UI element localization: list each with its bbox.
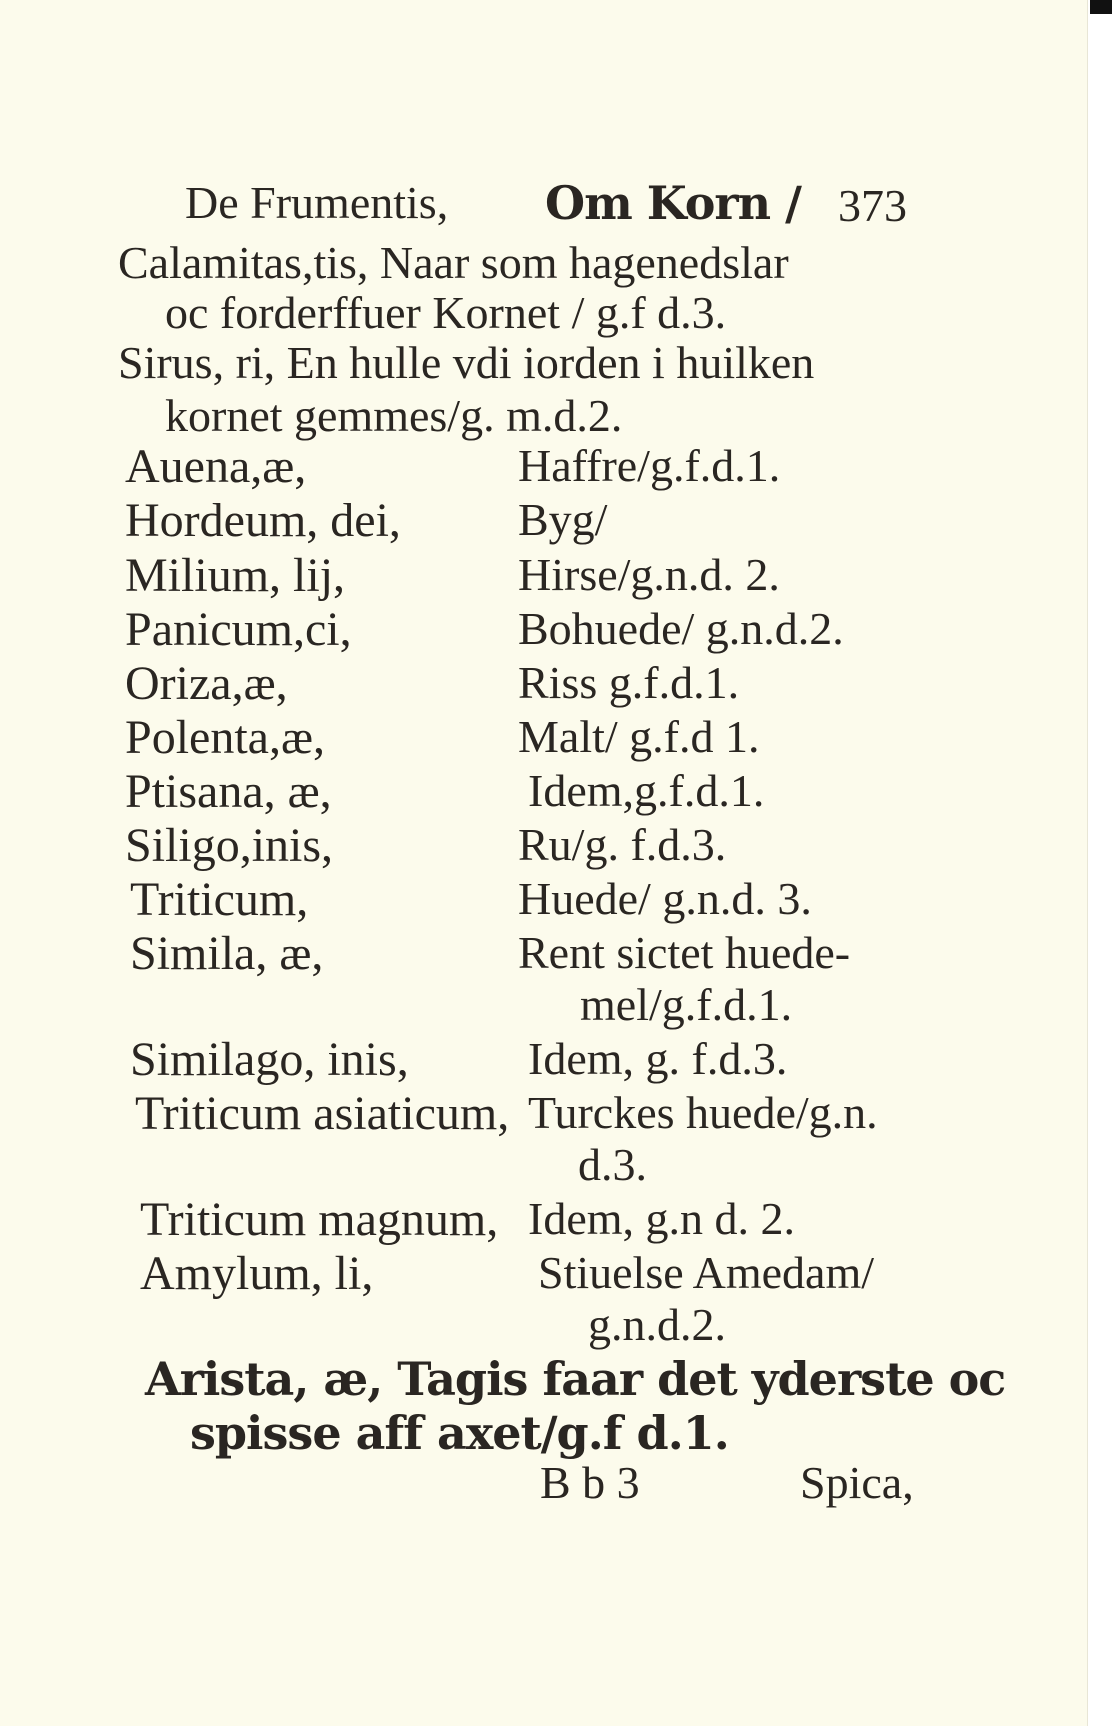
entry-danish-continued: d.3.: [578, 1139, 647, 1190]
entry-danish: Byg/: [518, 494, 608, 545]
entry-latin: Triticum magnum,: [140, 1193, 499, 1246]
entry-latin: Oriza,æ,: [125, 657, 288, 710]
entry-danish: Stiuelse Amedam/: [538, 1247, 875, 1298]
entry-latin: Auena,æ,: [125, 440, 307, 493]
entry-danish: Idem,g.f.d.1.: [528, 765, 765, 816]
entry-danish-continued: g.n.d.2.: [588, 1299, 726, 1350]
running-head-danish: Om Korn /: [545, 176, 801, 230]
paragraph-line: spisse aff axet/g.f d.1.: [190, 1406, 729, 1460]
entry-danish: Rent sictet huede-: [518, 927, 851, 978]
entry-danish: Idem, g. f.d.3.: [528, 1033, 788, 1084]
paragraph-line: Arista, æ, Tagis faar det yderste oc: [145, 1352, 1006, 1406]
entry-latin: Hordeum, dei,: [125, 494, 401, 547]
running-head-latin: De Frumentis,: [185, 177, 449, 228]
entry-danish-continued: mel/g.f.d.1.: [580, 979, 793, 1030]
entry-latin: Siligo,inis,: [125, 819, 334, 872]
entry-danish: Hirse/g.n.d. 2.: [518, 549, 780, 600]
scan-edge-mark: [1090, 0, 1112, 14]
entry-danish: Malt/ g.f.d 1.: [518, 711, 760, 762]
catchword: Spica,: [800, 1457, 914, 1508]
entry-latin: Amylum, li,: [140, 1247, 374, 1300]
entry-latin: Simila, æ,: [130, 927, 324, 980]
entry-latin: Triticum asiaticum,: [135, 1087, 510, 1140]
entry-latin: Milium, lij,: [125, 549, 346, 602]
entry-danish: Haffre/g.f.d.1.: [518, 440, 781, 491]
entry-danish: Turckes huede/g.n.: [528, 1087, 878, 1138]
entry-latin: Polenta,æ,: [125, 711, 325, 764]
paragraph-line: oc forderffuer Kornet / g.f d.3.: [165, 287, 727, 338]
page-number: 373: [838, 180, 907, 231]
entry-danish: Riss g.f.d.1.: [518, 657, 740, 708]
paragraph-line: Calamitas,tis, Naar som hagenedslar: [118, 237, 789, 288]
entry-latin: Ptisana, æ,: [125, 765, 332, 818]
entry-danish: Bohuede/ g.n.d.2.: [518, 603, 844, 654]
entry-latin: Panicum,ci,: [125, 603, 352, 656]
entry-danish: Ru/g. f.d.3.: [518, 819, 727, 870]
paragraph-line: Sirus, ri, En hulle vdi iorden i huilken: [118, 337, 815, 388]
entry-latin: Similago, inis,: [130, 1033, 409, 1086]
entry-danish: Huede/ g.n.d. 3.: [518, 873, 812, 924]
paragraph-line: kornet gemmes/g. m.d.2.: [165, 390, 623, 441]
entry-danish: Idem, g.n d. 2.: [528, 1193, 796, 1244]
entry-latin: Triticum,: [130, 873, 309, 926]
signature-mark: B b 3: [540, 1457, 640, 1508]
